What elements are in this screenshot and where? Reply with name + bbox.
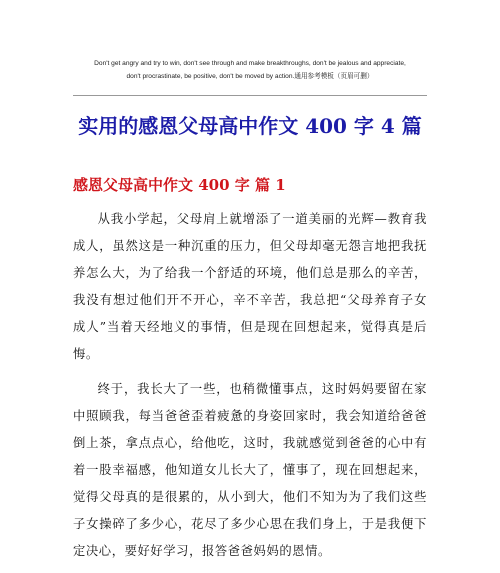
- section-title: 感恩父母高中作文 400 字 篇 1: [73, 176, 286, 194]
- header-divider: [73, 95, 427, 96]
- paragraph: 终于，我长大了一些，也稍微懂事点，这时妈妈要留在家中照顾我，每当爸爸歪着疲惫的身姿回家时，我会知道给爸爸倒上茶，拿点点心，给他吃，这时，我就感觉到爸爸的心中有着一股幸福感，他知道女儿长大了，懂事了，现在回想起来，觉得父母真的是很累的，从小到大，他们不知为为了我们这些子女操碎了多少心，花尽了多少心思在我们身上，于是我便下定决心，要好好学习，报答爸爸妈妈的恩情。: [73, 382, 427, 558]
- paragraph: 从我小学起，父母肩上就增添了一道美丽的光辉—教育我成人，虽然这是一种沉重的压力，但父母却毫无怨言地把我抚养怎么大，为了给我一个舒适的环境，他们总是那么的辛苦，我没有想过他们开不开心，辛不辛苦，我总把“父母养育子女成人”当着天经地义的事情，但是现在回想起来，觉得真是后悔。: [73, 212, 427, 361]
- page-header: [70, 57, 430, 83]
- document-body: [73, 206, 427, 573]
- header-line-2: don't procrastinate, be positive, don't be moved by action.通用参考模板（页眉可删）: [126, 73, 374, 80]
- document-title: 实用的感恩父母高中作文 400 字 4 篇: [78, 114, 422, 138]
- header-line-1: Don't get angry and try to win, don't see through and make breakthroughs, don't be jealous and appreciate,: [94, 60, 406, 67]
